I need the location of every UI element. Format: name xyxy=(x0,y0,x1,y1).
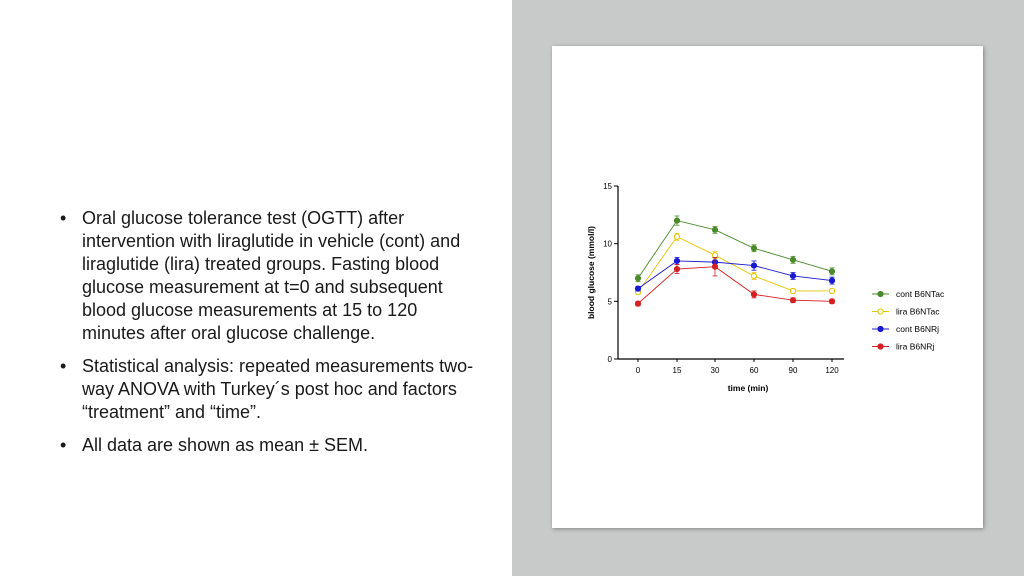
series-line xyxy=(638,267,832,304)
legend-label: cont B6NTac xyxy=(896,289,945,299)
data-point xyxy=(829,278,834,283)
data-point xyxy=(635,286,640,291)
y-axis-label: blood glucose (mmol/l) xyxy=(586,225,596,320)
legend-label: cont B6NRj xyxy=(896,324,939,334)
data-point xyxy=(790,257,795,262)
data-point xyxy=(829,288,834,293)
x-tick-label: 15 xyxy=(672,366,682,375)
y-tick-label: 15 xyxy=(603,182,612,191)
data-point xyxy=(790,273,795,278)
figure-pane xyxy=(512,0,1024,576)
series-line xyxy=(638,221,832,279)
x-axis-label: time (min) xyxy=(727,383,769,393)
y-tick-label: 5 xyxy=(607,297,612,307)
y-tick-label: 0 xyxy=(607,355,612,364)
x-tick-label: 30 xyxy=(710,366,720,375)
data-point xyxy=(674,218,679,223)
bullet-dot: • xyxy=(60,356,67,376)
legend-marker xyxy=(878,291,883,296)
ogtt-line-chart xyxy=(552,46,983,528)
data-point xyxy=(712,253,717,258)
x-tick-label: 90 xyxy=(788,366,798,375)
data-point xyxy=(712,227,717,232)
y-tick-label: 10 xyxy=(603,239,612,249)
legend-marker xyxy=(878,309,883,314)
data-point xyxy=(712,264,717,269)
data-point xyxy=(674,266,679,271)
figure-card xyxy=(552,46,983,528)
x-tick-label: 0 xyxy=(635,366,641,375)
series-line xyxy=(638,261,832,289)
legend-marker xyxy=(878,326,883,331)
x-tick-label: 120 xyxy=(825,366,839,375)
data-point xyxy=(751,273,756,278)
data-point xyxy=(751,263,756,268)
bullet-dot: • xyxy=(60,208,67,228)
bullet-text: All data are shown as mean ± SEM. xyxy=(82,435,369,455)
bullet-text: Statistical analysis: repeated measurements two-way ANOVA with Turkey´s post hoc and factors “treatment” and “time”. xyxy=(82,356,474,422)
data-point xyxy=(790,298,795,303)
data-point xyxy=(635,276,640,281)
bullet-item xyxy=(60,355,480,424)
data-point xyxy=(674,258,679,263)
legend-marker xyxy=(878,344,883,349)
legend-label: lira B6NRj xyxy=(896,341,935,352)
bullet-text: Oral glucose tolerance test (OGTT) after intervention with liraglutide in vehicle (cont) and liraglutide (lira) treated groups. Fasting blood glucose measurement at t=0 and subsequent blood glucose measurements at 15 to 120 minutes after oral glucose challenge. xyxy=(82,208,461,343)
series-line xyxy=(638,237,832,292)
data-point xyxy=(751,292,756,297)
legend-label: lira B6NTac xyxy=(896,306,940,317)
data-point xyxy=(674,234,679,239)
data-point xyxy=(829,269,834,274)
x-tick-label: 60 xyxy=(749,366,759,375)
bullet-list xyxy=(60,207,480,467)
data-point xyxy=(635,301,640,306)
bullet-dot: • xyxy=(60,435,67,455)
data-point xyxy=(751,246,756,251)
data-point xyxy=(790,288,795,293)
data-point xyxy=(829,299,834,304)
bullet-item xyxy=(60,207,480,345)
bullet-item xyxy=(60,434,480,457)
